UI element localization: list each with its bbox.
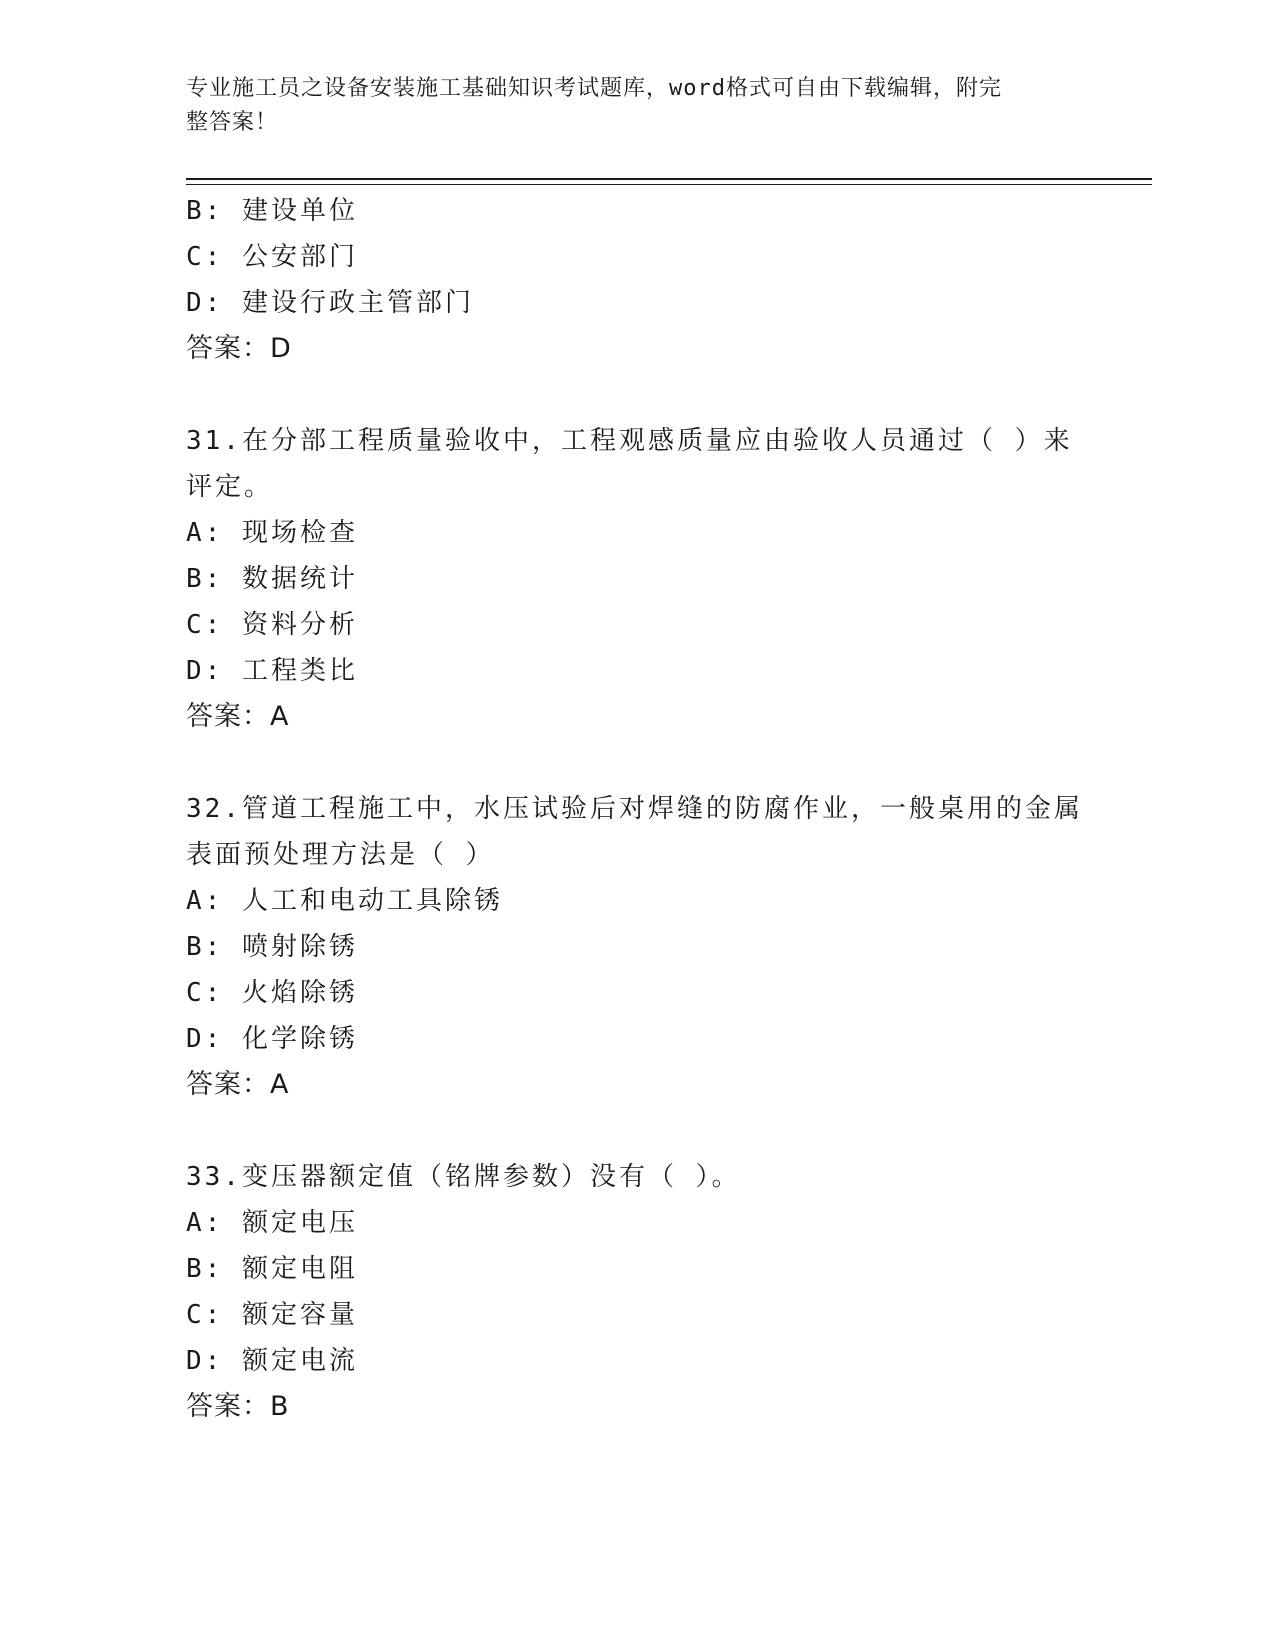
- option-a: A: 额定电压: [186, 1208, 358, 1238]
- question-32: [186, 786, 1086, 1108]
- option-c: C: 资料分析: [186, 610, 358, 640]
- question-stem-continued: 表面预处理方法是（ ）: [186, 840, 495, 870]
- option-b: B: 建设单位: [186, 196, 358, 226]
- option-c: C: 火焰除锈: [186, 978, 358, 1008]
- option-c: C: 额定容量: [186, 1300, 358, 1330]
- option-c: C: 公安部门: [186, 242, 358, 272]
- spacer: [186, 1108, 1086, 1154]
- question-stem: 31.在分部工程质量验收中，工程观感质量应由验收人员通过（ ）来: [186, 426, 1073, 456]
- header-divider-thin: [186, 184, 1152, 185]
- question-stem-continued: 评定。: [186, 472, 274, 502]
- option-d: D: 建设行政主管部门: [186, 288, 474, 318]
- spacer: [186, 372, 1086, 418]
- option-b: B: 数据统计: [186, 564, 358, 594]
- option-d: D: 工程类比: [186, 656, 358, 686]
- option-a: A: 现场检查: [186, 518, 358, 548]
- header-title-line-1: 专业施工员之设备安装施工基础知识考试题库，word格式可自由下载编辑，附完: [186, 76, 1002, 101]
- header-title-line-2: 整答案！: [186, 110, 279, 135]
- spacer: [186, 740, 1086, 786]
- question-31: [186, 418, 1086, 740]
- option-d: D: 额定电流: [186, 1346, 358, 1376]
- option-b: B: 额定电阻: [186, 1254, 358, 1284]
- answer-line: 答案：D: [186, 333, 292, 364]
- answer-line: 答案：B: [186, 1391, 290, 1422]
- answer-line: 答案：A: [186, 701, 290, 732]
- question-30-continuation: [186, 188, 1086, 372]
- answer-line: 答案：A: [186, 1069, 290, 1100]
- question-stem: 32.管道工程施工中，水压试验后对焊缝的防腐作业，一般桌用的金属: [186, 794, 1083, 824]
- option-d: D: 化学除锈: [186, 1024, 358, 1054]
- option-b: B: 喷射除锈: [186, 932, 358, 962]
- header-divider-thick: [186, 178, 1152, 180]
- page-header: [186, 72, 1066, 140]
- question-list: [186, 188, 1086, 1430]
- option-a: A: 人工和电动工具除锈: [186, 886, 503, 916]
- question-stem: 33.变压器额定值（铭牌参数）没有（ ）。: [186, 1162, 741, 1192]
- question-33: [186, 1154, 1086, 1430]
